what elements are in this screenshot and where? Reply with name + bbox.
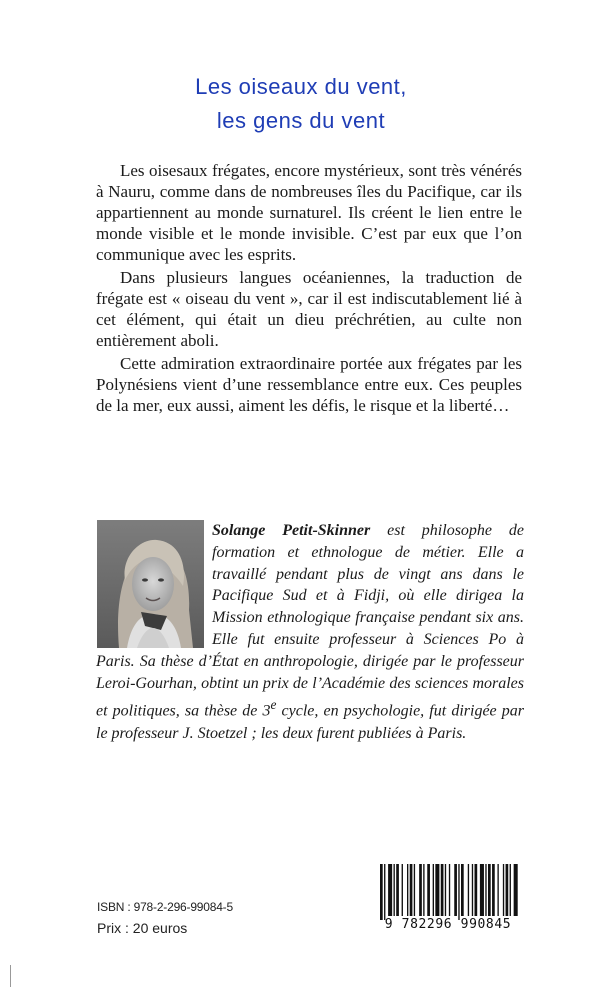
- barcode-bar: [468, 864, 469, 916]
- summary-paragraph-1: Les oisesaux frégates, encore mystérieux, sont très vénérés à Nauru, comme dans de nombreuses îles du Pacifique, car ils appartiennent au monde surnaturel. Ils créent le lien entre le monde visible et le monde invisible. C’est par eux que l’on communique avec les esprits.: [96, 161, 522, 264]
- isbn-label: ISBN : 978-2-296-99084-5: [97, 900, 233, 914]
- summary-paragraph-3: Cette admiration extraordinaire portée aux frégates par les Polynésiens vient d’une ressemblance entre eux. Ces peuples de la mer, eux aussi, aiment les défis, le risque et la liberté…: [96, 354, 522, 415]
- barcode-bar: [445, 864, 446, 916]
- barcode-bar: [461, 864, 464, 916]
- barcode-digits: 9 782296 990845: [384, 917, 512, 932]
- barcode-bar: [435, 864, 439, 916]
- barcode-bar: [497, 864, 498, 916]
- photo-spacer: [96, 520, 212, 650]
- barcode-bar: [396, 864, 399, 916]
- barcode-bar: [433, 864, 434, 916]
- barcode-bar: [414, 864, 415, 916]
- barcode-bar: [384, 864, 385, 920]
- barcode-bar: [410, 864, 413, 916]
- barcode-bar: [506, 864, 509, 916]
- book-title-line-2: les gens du vent: [216, 108, 386, 133]
- barcode-bar: [419, 864, 422, 916]
- barcode-bar: [380, 864, 383, 920]
- bio-superscript: e: [270, 697, 277, 713]
- price-label: Prix : 20 euros: [97, 920, 188, 936]
- barcode-bar: [454, 864, 457, 916]
- barcode-bar: [423, 864, 424, 916]
- summary-paragraph-2: Dans plusieurs langues océaniennes, la traduction de frégate est « oiseau du vent », car il est indiscutablement lié à cet élément, qui était un dieu préchrétien, au culte non entièrement aboli.: [96, 268, 522, 350]
- barcode-bar: [388, 864, 392, 916]
- barcode-bar: [475, 864, 478, 916]
- barcode-bar: [503, 864, 504, 916]
- barcode-bar: [402, 864, 403, 916]
- edge-mark: [10, 965, 11, 987]
- barcode-bar: [394, 864, 395, 916]
- barcode-bar: [407, 864, 408, 916]
- bio-text-part-2: cycle, en psychologie, fut dirigée par le professeur J. Stoetzel ; les deux furent publiées à Paris.: [96, 702, 525, 742]
- barcode-bar: [488, 864, 491, 916]
- barcode-bar: [441, 864, 444, 916]
- barcode-bars: [372, 862, 524, 920]
- barcode-bar: [427, 864, 430, 916]
- author-biography: [96, 520, 524, 744]
- barcode: [372, 862, 524, 940]
- barcode-bar: [480, 864, 484, 916]
- barcode-bar: [514, 864, 518, 916]
- barcode-bar: [510, 864, 511, 916]
- barcode-bar: [472, 864, 473, 916]
- barcode-bar: [492, 864, 495, 916]
- barcode-bar: [458, 864, 459, 920]
- summary-text: [96, 160, 522, 418]
- book-title-line-1: Les oiseaux du vent,: [195, 74, 407, 99]
- author-name: Solange Petit-Skinner: [212, 522, 371, 539]
- barcode-bar: [449, 864, 450, 916]
- barcode-bar: [485, 864, 486, 916]
- bio-text-part-1: est philosophe de formation et ethnologue de métier. Elle a travaillé pendant plus de vingt ans dans le Pacifique Sud et à Fidji, où elle dirigea la Mission ethnologique française pendant six ans. Elle fut ensuite professeur à Sciences Po à Paris. Sa thèse d’État en anthropologie, dirigée par le professeur Leroi-Gourhan, obtint un prix de l’Académie des sciences morales et politiques, sa thèse de 3: [96, 522, 525, 720]
